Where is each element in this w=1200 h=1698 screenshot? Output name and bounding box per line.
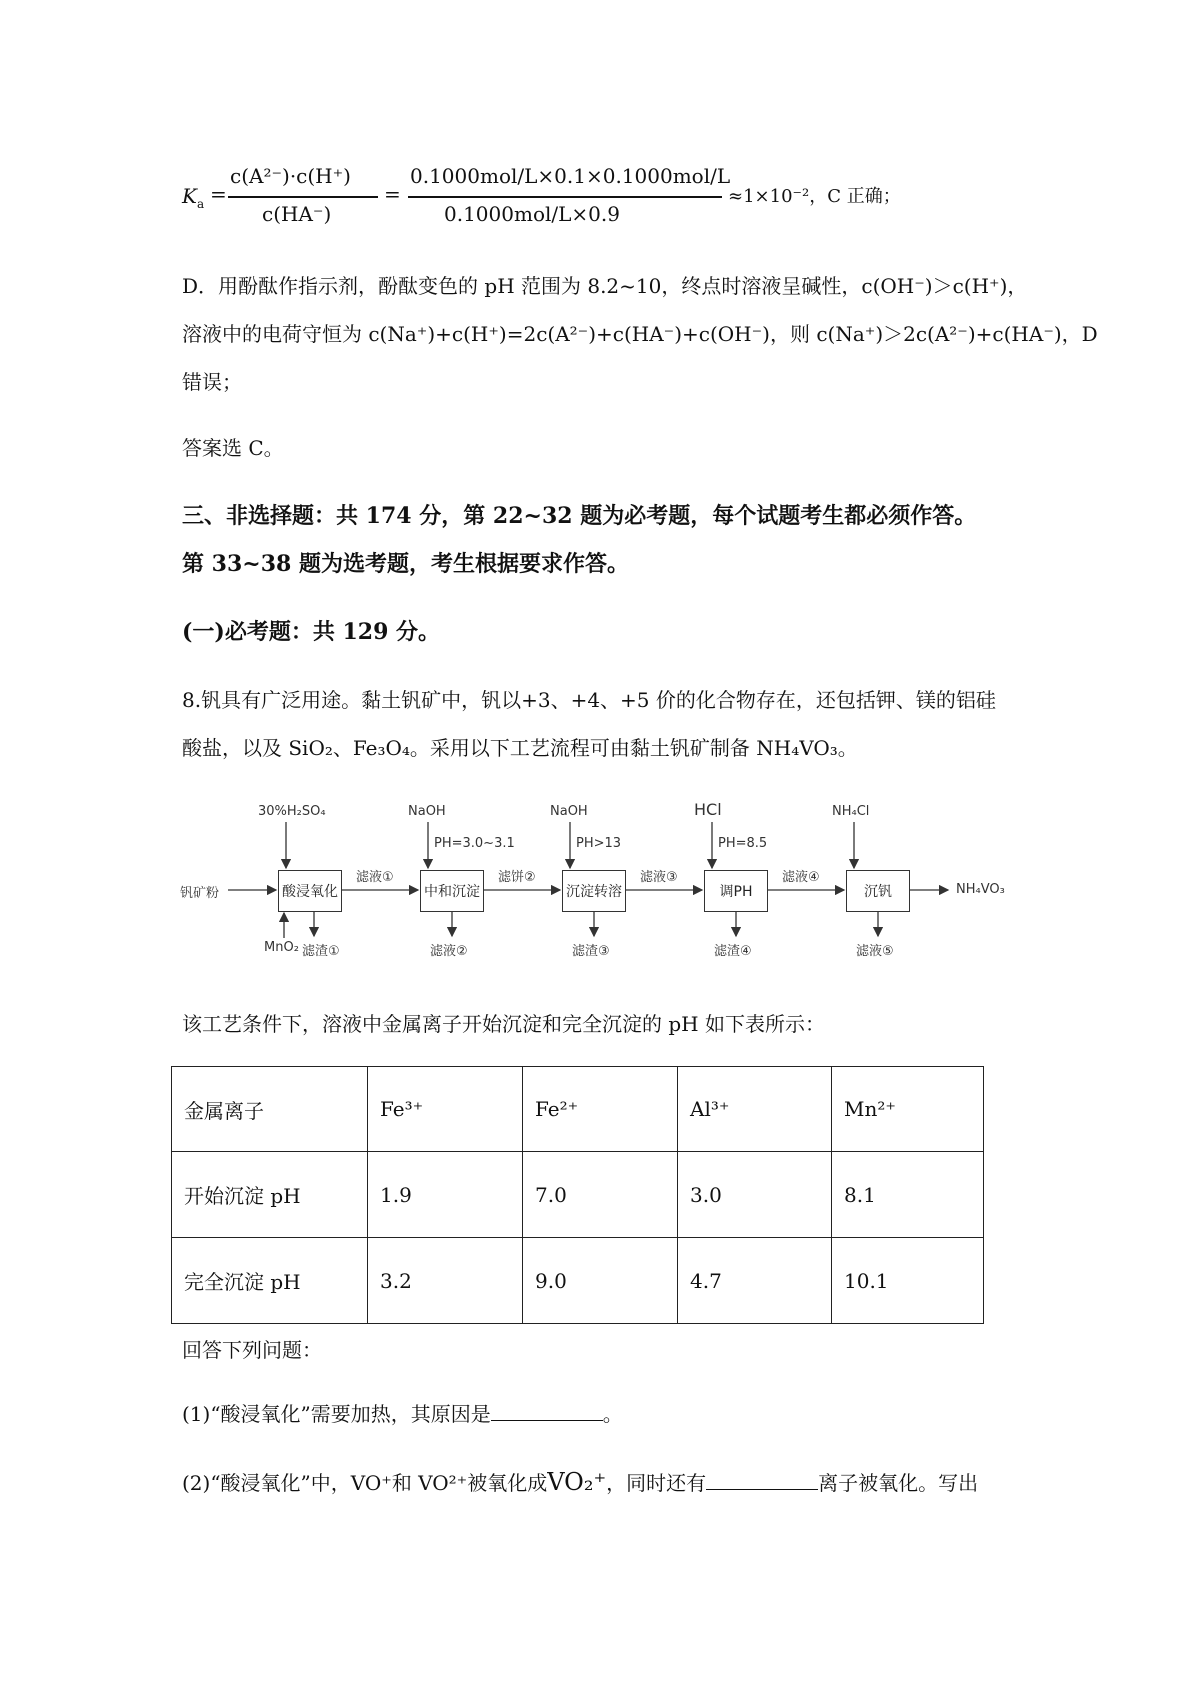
sub-question-1-end: 。 bbox=[602, 1402, 623, 1426]
table-cell: Al³⁺ bbox=[678, 1067, 832, 1152]
flow-box-precipitate-v: 沉钒 bbox=[846, 870, 910, 912]
table-cell: Fe³⁺ bbox=[368, 1067, 523, 1152]
answer-blank-2[interactable] bbox=[706, 1469, 818, 1490]
flow-box-neutralize: 中和沉淀 bbox=[420, 870, 484, 912]
fraction1-numerator: c(A²⁻)·c(H⁺) bbox=[230, 164, 351, 188]
stream-1: 滤液① bbox=[356, 870, 394, 885]
fraction1-bar bbox=[228, 196, 378, 198]
formula-conclusion: ≈1×10⁻²，C 正确； bbox=[728, 186, 901, 207]
metal-ion-ph-table bbox=[171, 1066, 984, 1324]
table-intro: 该工艺条件下，溶液中金属离子开始沉淀和完全沉淀的 pH 如下表所示： bbox=[182, 1012, 825, 1036]
option-d-line2: 溶液中的电荷守恒为 c(Na⁺)+c(H⁺)=2c(A²⁻)+c(HA⁻)+c(OH⁻)，则 c(Na⁺)＞2c(A²⁻)+c(HA⁻)，D bbox=[182, 322, 1098, 346]
equals-sign-2: = bbox=[384, 182, 401, 206]
flow-box-redissolve: 沉淀转溶 bbox=[562, 870, 626, 912]
reagent-mno2: MnO₂ bbox=[264, 940, 299, 955]
waste-3: 滤渣③ bbox=[572, 944, 610, 959]
sub-question-2 bbox=[182, 1468, 978, 1497]
table-cell: 3.0 bbox=[678, 1152, 832, 1238]
reagent-naoh-1: NaOH bbox=[408, 804, 446, 819]
answer-line: 答案选 C。 bbox=[182, 436, 284, 460]
section-title-line1: 三、非选择题：共 174 分，第 22~32 题为必考题，每个试题考生都必须作答。 bbox=[182, 503, 977, 529]
sub-question-1-text: (1)“酸浸氧化”需要加热，其原因是 bbox=[182, 1402, 491, 1426]
table-row bbox=[172, 1152, 984, 1238]
sub-question-2-end: 离子被氧化。写出 bbox=[818, 1471, 979, 1495]
sub-question-1 bbox=[182, 1400, 623, 1428]
table-cell: 10.1 bbox=[832, 1238, 984, 1324]
flow-box-adjust-ph: 调PH bbox=[704, 870, 768, 912]
ka-symbol: $K_a$ bbox=[182, 184, 205, 211]
reagent-h2so4: 30%H₂SO₄ bbox=[258, 804, 326, 819]
fraction2-numerator: 0.1000mol/L×0.1×0.1000mol/L bbox=[410, 164, 731, 188]
table-cell: Fe²⁺ bbox=[523, 1067, 678, 1152]
section-title-line2: 第 33~38 题为选考题，考生根据要求作答。 bbox=[182, 551, 629, 577]
table-cell: 8.1 bbox=[832, 1152, 984, 1238]
equals-sign: = bbox=[210, 182, 227, 206]
answer-prompt: 回答下列问题： bbox=[182, 1338, 322, 1362]
flow-box-acid-leach: 酸浸氧化 bbox=[278, 870, 342, 912]
table-cell: Mn²⁺ bbox=[832, 1067, 984, 1152]
reagent-naoh-2: NaOH bbox=[550, 804, 588, 819]
process-flow-diagram bbox=[180, 800, 1040, 970]
option-d-line3: 错误； bbox=[182, 370, 242, 394]
vo2-ion: VO₂⁺ bbox=[547, 1468, 607, 1496]
table-row bbox=[172, 1238, 984, 1324]
waste-1: 滤渣① bbox=[302, 944, 340, 959]
sub-question-2-mid: ，同时还有 bbox=[606, 1471, 707, 1495]
sub-question-2-text: (2)“酸浸氧化”中，VO⁺和 VO²⁺被氧化成 bbox=[182, 1471, 548, 1495]
subsection-title: (一)必考题：共 129 分。 bbox=[182, 619, 441, 645]
stream-3: 滤液③ bbox=[640, 870, 678, 885]
table-cell: 7.0 bbox=[523, 1152, 678, 1238]
table-header-row bbox=[172, 1067, 984, 1152]
condition-ph-2: PH>13 bbox=[576, 836, 622, 851]
fraction2-bar bbox=[408, 196, 722, 198]
waste-4: 滤渣④ bbox=[714, 944, 752, 959]
condition-ph-1: PH=3.0~3.1 bbox=[434, 836, 515, 851]
table-cell: 完全沉淀 pH bbox=[172, 1238, 368, 1324]
waste-5: 滤液⑤ bbox=[856, 944, 894, 959]
stream-2: 滤饼② bbox=[498, 870, 536, 885]
fraction2-denominator: 0.1000mol/L×0.9 bbox=[444, 202, 620, 226]
table-cell: 金属离子 bbox=[172, 1067, 368, 1152]
waste-2: 滤液② bbox=[430, 944, 468, 959]
fraction1-denominator: c(HA⁻) bbox=[262, 202, 332, 226]
option-d-line1: D．用酚酞作指示剂，酚酞变色的 pH 范围为 8.2~10，终点时溶液呈碱性，c(OH⁻)＞c(H⁺)， bbox=[182, 274, 1028, 298]
stream-4: 滤液④ bbox=[782, 870, 820, 885]
ka-formula bbox=[180, 162, 1080, 232]
flow-input: 钒矿粉 bbox=[180, 886, 220, 901]
table-cell: 开始沉淀 pH bbox=[172, 1152, 368, 1238]
table-cell: 3.2 bbox=[368, 1238, 523, 1324]
reagent-hcl: HCl bbox=[694, 800, 722, 819]
question8-line2: 酸盐，以及 SiO₂、Fe₃O₄。采用以下工艺流程可由黏土钒矿制备 NH₄VO₃。 bbox=[182, 736, 858, 760]
reagent-nh4cl: NH₄Cl bbox=[832, 804, 870, 819]
flow-output: NH₄VO₃ bbox=[956, 882, 1005, 897]
table-cell: 4.7 bbox=[678, 1238, 832, 1324]
table-cell: 9.0 bbox=[523, 1238, 678, 1324]
condition-ph-3: PH=8.5 bbox=[718, 836, 768, 851]
question8-line1: 8.钒具有广泛用途。黏土钒矿中，钒以+3、+4、+5 价的化合物存在，还包括钾、镁的铝硅 bbox=[182, 688, 996, 712]
table-cell: 1.9 bbox=[368, 1152, 523, 1238]
answer-blank-1[interactable] bbox=[491, 1400, 603, 1421]
